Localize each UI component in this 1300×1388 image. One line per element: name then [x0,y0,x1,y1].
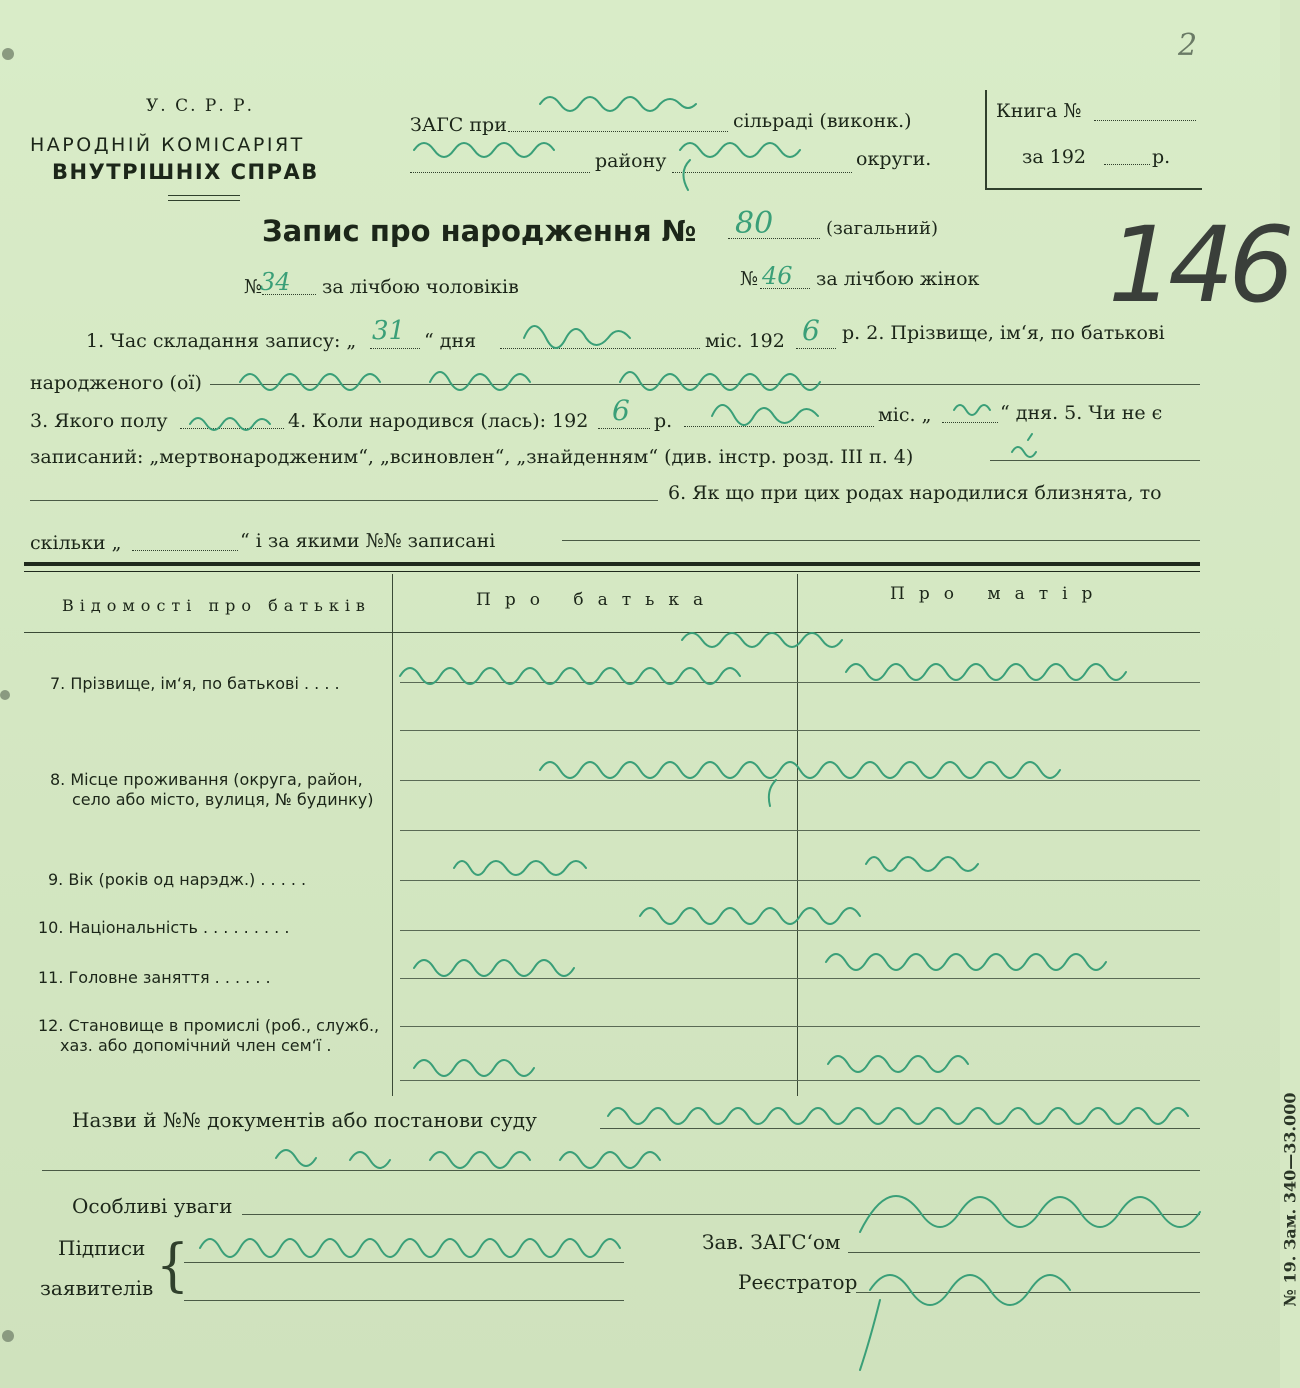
f6-label: 6. Як що при цих родах народилися близнята, то [668,482,1162,504]
women-count-value: 46 [762,262,793,290]
registrar-signature-stroke [860,1275,1070,1370]
hand-mother-name-stroke [846,664,1126,680]
men-count-label: за лічбою чоловіків [322,276,519,298]
f1-year: 6 [802,314,820,347]
hand-father-occupation-stroke [414,960,574,976]
f4-r: р. [654,410,673,432]
book-label: Книга № [996,100,1082,122]
zags-prefix: ЗАГС при [410,114,507,136]
f1-day-suffix: “ дня [424,330,477,352]
hand-mother-status-stroke [828,1056,968,1072]
hand-docs-date-stroke [276,1150,660,1168]
hand-father-age-stroke [454,861,586,875]
f1-month-suffix: міс. 192 [705,330,785,352]
book-year-label: за 192 [1022,146,1086,168]
f1-day: 31 [372,316,406,346]
f6b-mid: “ і за якими №№ записані [240,530,496,552]
side-print: № 19. Зам. 340—33.000 [1280,1092,1300,1307]
row-label-status: 12. Становище в промислі (роб., служб., [38,1016,380,1035]
f4-year: 6 [612,394,630,427]
hand-okruha-stroke [680,143,800,190]
header-department: ВНУТРІШНІХ СПРАВ [52,160,319,184]
signatures-brace: { [156,1233,190,1299]
hand-birth-day-stroke [954,405,990,415]
table-header-info: Відомості про батьків [62,596,371,615]
f4-label: 4. Коли народився (лась): 192 [288,410,589,432]
men-count-value: 34 [260,268,291,296]
hand-nationality-stroke [640,908,860,924]
book-year-suffix: р. [1152,146,1171,168]
table-header-father: Про батька [476,590,718,610]
f4-month-suffix: міс. „ [878,404,932,426]
f5-label: записаний: „мертвонародженим“, „всиновлен“, „знайденням“ (див. інстр. розд. III п. 4) [30,446,914,468]
f2-label: народженого (ої) [30,372,202,394]
women-count-label: за лічбою жінок [816,268,980,290]
hand-docs-stroke [608,1108,1188,1124]
hand-father-name-stroke [400,633,842,684]
hand-child-name-stroke [240,372,820,390]
head-label: Зав. ЗАГС‘ом [702,1230,841,1254]
record-kind: (загальний) [826,218,938,239]
row-label-residence: 8. Місце проживання (округа, район, [50,770,363,789]
hand-month-stroke [524,326,630,348]
f1-label: 1. Час складання запису: „ [86,330,357,352]
record-title: Запис про народження № [262,214,697,248]
hand-residence-stroke [540,762,1060,806]
women-count-prefix: № [740,268,758,290]
hand-village-stroke [540,97,696,111]
row-label-occupation: 11. Головне заняття . . . . . . [38,968,271,987]
row-label-status-2: хаз. або допомічний член сем‘ї . [60,1036,332,1055]
head-signature-stroke [860,1196,1200,1232]
hand-mother-occupation-stroke [826,954,1106,970]
row-label-nationality: 10. Національність . . . . . . . . . [38,918,290,937]
hand-sex-stroke [190,418,270,430]
hand-father-status-stroke [414,1060,534,1076]
applicant-signature-stroke [200,1239,620,1257]
row-label-residence-2: село або місто, вулиця, № будинку) [72,790,374,809]
archive-mark: 146 [1108,204,1289,326]
men-count-prefix: № [244,276,262,298]
rayon-label: району [595,150,667,172]
hand-birth-month-stroke [712,405,818,425]
hand-rayon-stroke [414,143,554,157]
signatures-label: Підписи [58,1236,146,1260]
applicants-label: заявителів [40,1276,154,1300]
f4-day-suffix: “ дня. 5. Чи не є [1000,402,1163,424]
hand-f5-stroke [1012,434,1036,457]
notes-label: Особливі уваги [72,1194,233,1218]
row-label-name: 7. Прізвище, ім‘я, по батькові . . . . [50,674,340,693]
registrar-label: Реєстратор [738,1270,858,1294]
f3-label: 3. Якого полу [30,410,168,432]
docs-label: Назви й №№ документів або постанови суду [72,1108,537,1132]
header-ministry: НАРОДНІЙ КОМІСАРІЯТ [30,134,305,156]
record-number: 80 [735,206,774,241]
table-header-mother: Про матір [890,584,1107,604]
row-label-age: 9. Вік (років од нарэдж.) . . . . . [48,870,307,889]
page-number: 2 [1178,28,1198,63]
header-country: У. С. Р. Р. [146,96,254,116]
f1-tail: р. 2. Прізвище, ім‘я, по батькові [842,322,1165,344]
hand-mother-age-stroke [866,857,978,871]
zags-suffix: сільраді (виконк.) [733,110,912,132]
f6b-label: скільки „ [30,532,122,554]
okruha-label: округи. [856,148,932,170]
